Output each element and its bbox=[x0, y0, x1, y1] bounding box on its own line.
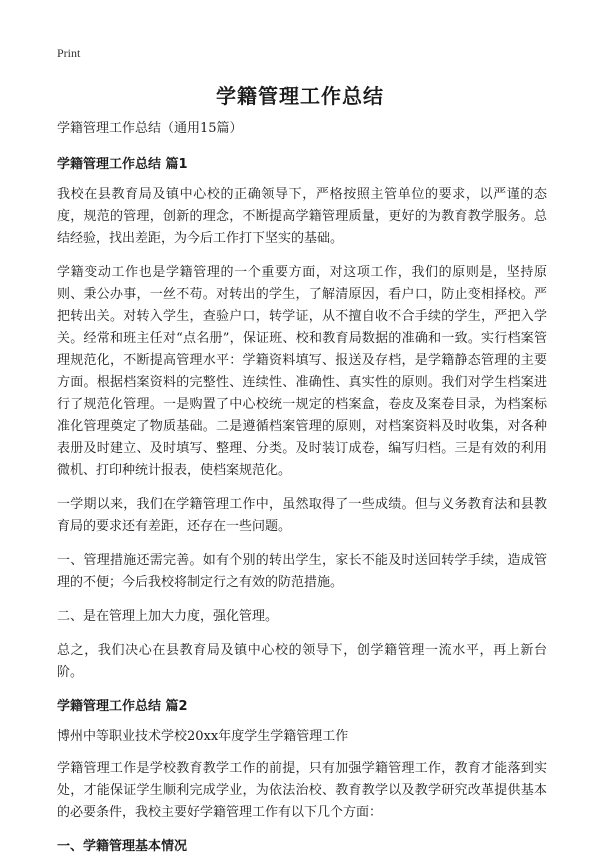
document-subtitle: 学籍管理工作总结（通用15篇） bbox=[57, 121, 243, 136]
paragraph: 总之，我们决心在县教育局及镇中心校的领导下，创学籍管理一流水平，再上新台阶。 bbox=[57, 643, 547, 680]
page-title: 学籍管理工作总结 bbox=[216, 84, 384, 108]
paragraph: 二、是在管理上加大力度，强化管理。 bbox=[57, 609, 279, 624]
paragraph: 我校在县教育局及镇中心校的正确领导下，严格按照主管单位的要求，以严谨的态度，规范的管理，创新的理念，不断提高学籍管理质量，更好的为教育教学服务。总结经验，找出差距，为今后工作打下坚实的基础。 bbox=[57, 187, 547, 246]
section-heading-1: 学籍管理工作总结 篇1 bbox=[57, 157, 188, 172]
paragraph: 一、管理措施还需完善。如有个别的转出学生，家长不能及时送回转学手续，造成管理的不便；今后我校将制定行之有效的防范措施。 bbox=[57, 553, 547, 590]
paragraph: 学籍变动工作也是学籍管理的一个重要方面，对这项工作，我们的原则是，坚持原则、秉公办事，一丝不苟。对转出的学生，了解清原因，看户口，防止变相择校。严把转出关。对转入学生，查验户口，转学证，从不擅自收不合手续的学生，严把入学关。经常和班主任对“点名册”，保证班、校和教育局数据的准确和一致。实行档案管理规范化，不断提高管理水平：学籍资料填写、报送及存档，是学籍静态管理的主要方面。根据档案资料的完整性、连续性、准确性、真实性的原则。我们对学生档案进行了规范化管理。一是购置了中心校统一规定的档案盒，卷皮及案卷目录，为档案标准化管理奠定了物质基础。二是遵循档案管理的原则，对档案资料及时收集，对各种表册及时建立、及时填写、整理、分类。及时装订成卷，编写归档。三是有效的利用微机、打印种统计报表，使档案规范化。 bbox=[57, 265, 547, 478]
paragraph: 学籍管理工作是学校教育教学工作的前提，只有加强学籍管理工作，教育才能落到实处，才能保证学生顺利完成学业，为依法治校、教育教学以及教学研究改革提供基本的必要条件，我校主要好学籍管理工作有以下几个方面： bbox=[57, 761, 547, 820]
section-heading-3: 一、学籍管理基本情况 bbox=[57, 839, 188, 854]
document-body bbox=[57, 118, 547, 866]
section-heading-2: 学籍管理工作总结 篇2 bbox=[57, 699, 188, 714]
paragraph: 博州中等职业技术学校20xx年度学生学籍管理工作 bbox=[57, 729, 349, 744]
paragraph: 一学期以来，我们在学籍管理工作中，虽然取得了一些成绩。但与义务教育法和县教育局的要求还有差距，还存在一些问题。 bbox=[57, 497, 547, 534]
print-link[interactable]: Print bbox=[57, 46, 81, 60]
